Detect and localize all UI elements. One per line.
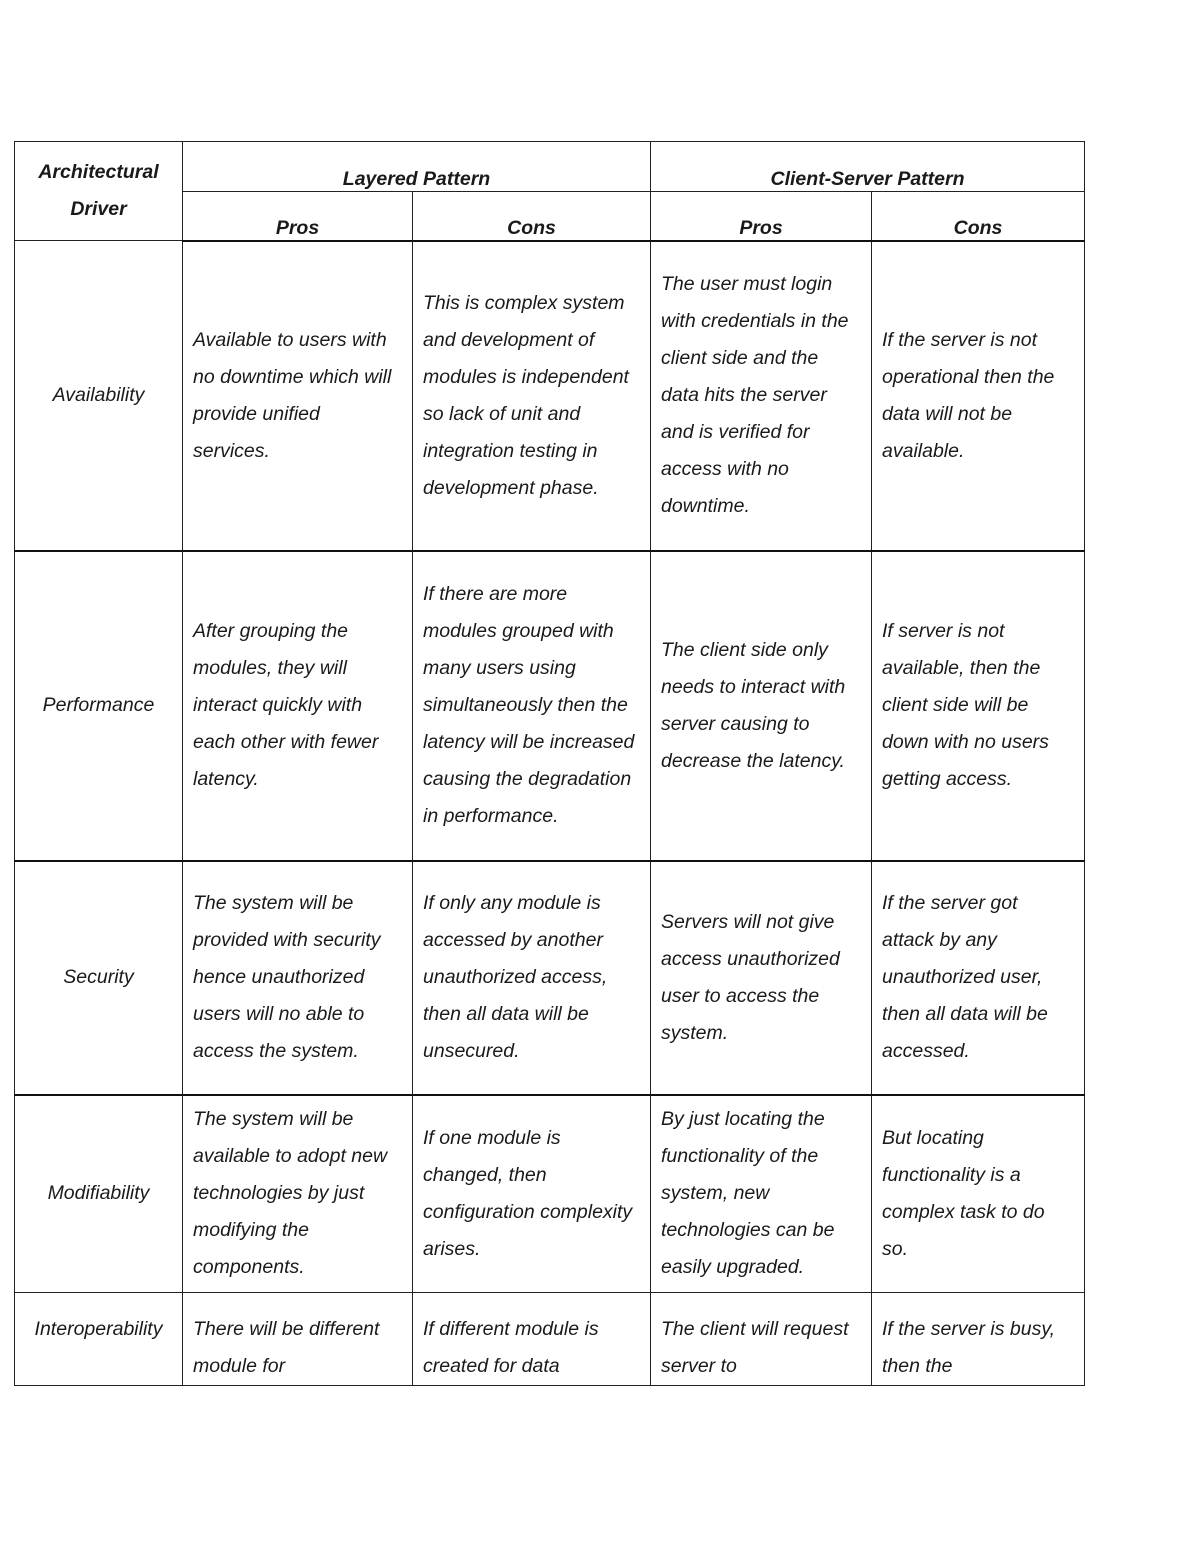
table-row [15, 1293, 1085, 1386]
layered-cons-cell: This is complex system and development of modules is independent so lack of unit and integration testing in development phase. [413, 241, 651, 551]
layered-pros-cell: The system will be provided with security hence unauthorized users will no able to access the system. [183, 861, 413, 1095]
client-server-cons-cell: If server is not available, then the client side will be down with no users getting access. [872, 551, 1085, 861]
layered-cons-header: Cons [413, 192, 651, 241]
client-server-pros-header: Pros [651, 192, 872, 241]
layered-pros-cell: Available to users with no downtime which will provide unified services. [183, 241, 413, 551]
client-server-pros-cell: Servers will not give access unauthorized user to access the system. [651, 861, 872, 1095]
driver-cell: Performance [15, 551, 183, 861]
client-server-cons-cell: If the server got attack by any unauthorized user, then all data will be accessed. [872, 861, 1085, 1095]
layered-pattern-header: Layered Pattern [183, 142, 651, 192]
client-server-pros-cell: The user must login with credentials in the client side and the data hits the server and is verified for access with no downtime. [651, 241, 872, 551]
comparison-table [14, 141, 1085, 1386]
client-server-pros-cell: The client will request server to [651, 1293, 872, 1386]
layered-pros-cell: After grouping the modules, they will interact quickly with each other with fewer latency. [183, 551, 413, 861]
table-row [15, 551, 1085, 861]
layered-pros-header: Pros [183, 192, 413, 241]
client-server-pattern-header: Client-Server Pattern [651, 142, 1085, 192]
header-row-group [15, 142, 1085, 192]
client-server-pros-cell: By just locating the functionality of the system, new technologies can be easily upgraded. [651, 1095, 872, 1293]
table-row [15, 861, 1085, 1095]
layered-cons-cell: If different module is created for data [413, 1293, 651, 1386]
client-server-cons-header: Cons [872, 192, 1085, 241]
client-server-cons-cell: If the server is busy, then the [872, 1293, 1085, 1386]
client-server-pros-cell: The client side only needs to interact with server causing to decrease the latency. [651, 551, 872, 861]
architectural-driver-header-text: Architectural Driver [38, 161, 159, 220]
driver-cell: Interoperability [15, 1293, 183, 1386]
client-server-cons-cell: But locating functionality is a complex task to do so. [872, 1095, 1085, 1293]
architectural-driver-header [15, 142, 183, 241]
driver-cell: Modifiability [15, 1095, 183, 1293]
table-row [15, 241, 1085, 551]
layered-cons-cell: If one module is changed, then configuration complexity arises. [413, 1095, 651, 1293]
layered-cons-cell: If only any module is accessed by another unauthorized access, then all data will be unsecured. [413, 861, 651, 1095]
layered-pros-cell: The system will be available to adopt new technologies by just modifying the components. [183, 1095, 413, 1293]
client-server-cons-cell: If the server is not operational then the data will not be available. [872, 241, 1085, 551]
layered-pros-cell: There will be different module for [183, 1293, 413, 1386]
driver-cell: Availability [15, 241, 183, 551]
table-row [15, 1095, 1085, 1293]
layered-cons-cell: If there are more modules grouped with many users using simultaneously then the latency will be increased causing the degradation in performance. [413, 551, 651, 861]
driver-cell: Security [15, 861, 183, 1095]
